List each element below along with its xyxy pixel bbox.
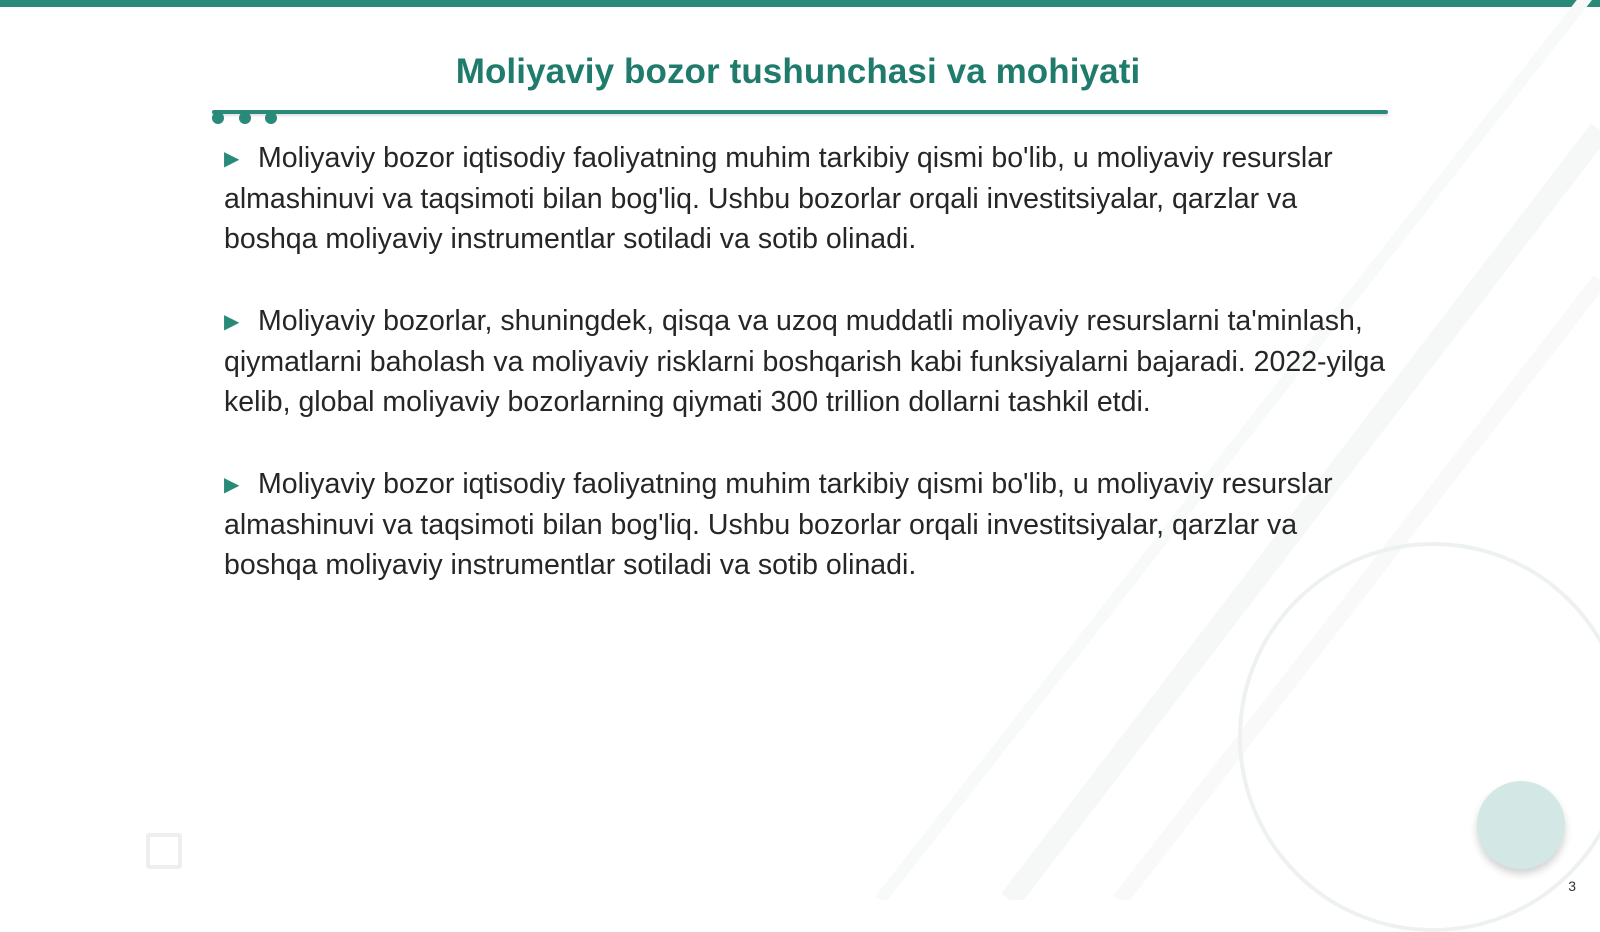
decorative-dot [212,112,224,124]
page-number: 3 [1568,878,1576,894]
triangle-bullet-icon: ▶ [224,311,240,333]
triangle-bullet-icon: ▶ [224,474,240,496]
decorative-dot [239,112,251,124]
title-underline [212,110,1388,114]
bullet-paragraph [224,138,1394,259]
decorative-square [146,833,182,869]
triangle-bullet-icon: ▶ [224,148,240,170]
paragraph-text: Moliyaviy bozor iqtisodiy faoliyatning muhim tarkibiy qismi bo'lib, u moliyaviy resurslar almashinuvi va taqsimoti bilan bog'liq. Ushbu bozorlar orqali investitsiyalar, qarzlar va boshqa moliyaviy instrumentlar sotiladi va sotib olinadi. [224,142,1333,255]
paragraph-text: Moliyaviy bozor iqtisodiy faoliyatning muhim tarkibiy qismi bo'lib, u moliyaviy resurslar almashinuvi va taqsimoti bilan bog'liq. Ushbu bozorlar orqali investitsiyalar, qarzlar va boshqa moliyaviy instrumentlar sotiladi va sotib olinadi. [224,468,1333,581]
bullet-paragraph [224,464,1394,585]
decorative-circle [1477,781,1565,869]
bullet-paragraph [224,301,1394,422]
decorative-dot [265,112,277,124]
slide-body [224,138,1394,627]
slide-title: Moliyaviy bozor tushunchasi va mohiyati [455,52,1141,91]
paragraph-text: Moliyaviy bozorlar, shuningdek, qisqa va uzoq muddatli moliyaviy resurslarni ta'minlash, qiymatlarni baholash va moliyaviy risklarni boshqarish kabi funksiyalarni bajaradi. 2022-yilga kelib, global moliyaviy bozorlarning qiymati 300 trillion dollarni tashkil etdi. [224,305,1386,418]
